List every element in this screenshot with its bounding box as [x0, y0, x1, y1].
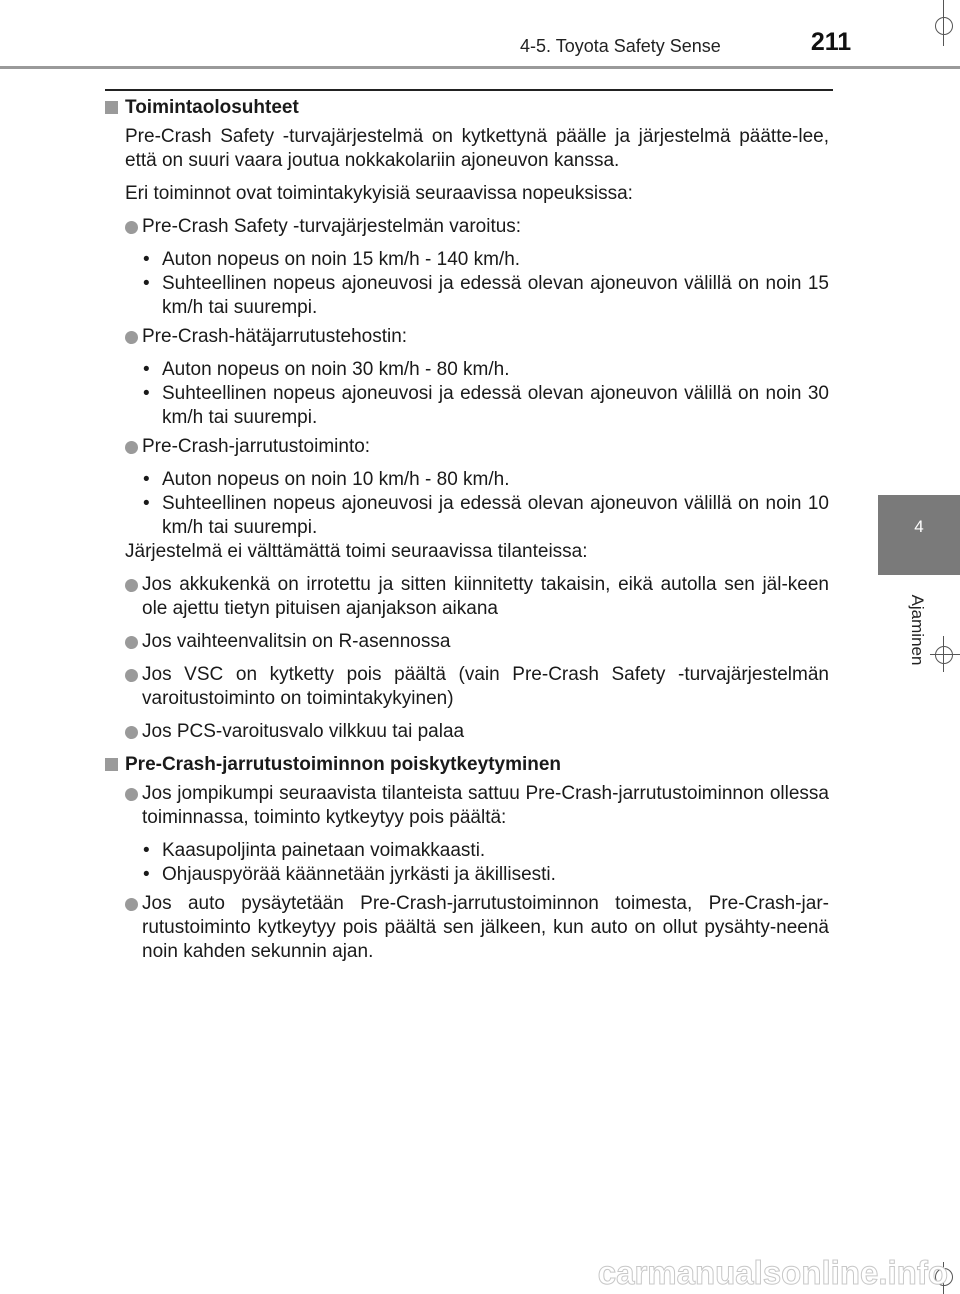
crop-mark-mid-right-circle — [935, 646, 953, 664]
round-bullet-icon — [125, 579, 138, 592]
list-item — [105, 720, 829, 744]
list-item-text: Jos auto pysäytetään Pre-Crash-jarrutustoiminnon toimesta, Pre-Crash-jar-rutustoiminto kytkeytyy pois päältä sen jälkeen, kun auto on ollut pysähty-neenä noin kahden sekunnin ajan. — [142, 893, 829, 962]
sub-list-item-text: Auton nopeus on noin 10 km/h - 80 km/h. — [162, 469, 510, 490]
list-item-text: Pre-Crash-jarrutustoiminto: — [142, 436, 371, 457]
sub-list-item-text: Suhteellinen nopeus ajoneuvosi ja edessä olevan ajoneuvon välillä on noin 15 km/h tai suurempi. — [162, 273, 829, 318]
sub-list-item — [105, 492, 829, 540]
list-item-text: Jos PCS-varoitusvalo vilkkuu tai palaa — [142, 721, 465, 742]
section-heading-text: Toimintaolosuhteet — [125, 97, 299, 118]
sub-list-item-text: Suhteellinen nopeus ajoneuvosi ja edessä olevan ajoneuvon välillä on noin 10 km/h tai suurempi. — [162, 493, 829, 538]
paragraph: Pre-Crash Safety -turvajärjestelmä on kytkettynä päälle ja järjestelmä päätte-lee, että on suuri vaara joutua nokkakolariin ajoneuvon kanssa. — [125, 126, 829, 171]
list-item — [105, 892, 829, 964]
round-bullet-icon — [125, 636, 138, 649]
round-bullet-icon — [125, 331, 138, 344]
sub-list-item — [105, 272, 829, 320]
sub-list-item — [105, 382, 829, 430]
section-heading-text: Pre-Crash-jarrutustoiminnon poiskytkeytyminen — [125, 754, 562, 775]
round-bullet-icon — [125, 669, 138, 682]
dot-marker-icon: • — [143, 469, 150, 490]
page-content — [105, 96, 829, 964]
section-heading — [105, 753, 829, 777]
crop-mark-top-right-circle — [935, 17, 953, 35]
chapter-title: Ajaminen — [908, 594, 927, 666]
round-bullet-icon — [125, 726, 138, 739]
dot-marker-icon: • — [143, 359, 150, 380]
sub-list-item — [105, 358, 829, 382]
list-item — [105, 215, 829, 239]
sub-list-item-text: Auton nopeus on noin 30 km/h - 80 km/h. — [162, 359, 510, 380]
sub-list-item-text: Ohjauspyörää käännetään jyrkästi ja äkillisesti. — [162, 864, 556, 885]
list-item-text: Jos akkukenkä on irrotettu ja sitten kiinnitetty takaisin, eikä autolla sen jäl-keen ole ajettu tietyn pituisen ajanjakson aikana — [142, 574, 829, 619]
paragraph: Järjestelmä ei välttämättä toimi seuraavissa tilanteissa: — [125, 541, 588, 562]
dot-marker-icon: • — [143, 249, 150, 270]
list-item-text: Pre-Crash Safety -turvajärjestelmän varoitus: — [142, 216, 522, 237]
list-item-text: Jos VSC on kytketty pois päältä (vain Pre-Crash Safety -turvajärjestelmän varoitustoiminto on toimintakykyinen) — [142, 664, 829, 709]
round-bullet-icon — [125, 221, 138, 234]
list-item — [105, 782, 829, 830]
round-bullet-icon — [125, 898, 138, 911]
dot-marker-icon: • — [143, 383, 150, 404]
round-bullet-icon — [125, 441, 138, 454]
list-item-text: Pre-Crash-hätäjarrutustehostin: — [142, 326, 408, 347]
list-item — [105, 663, 829, 711]
sub-list-item — [105, 248, 829, 272]
sub-list-item — [105, 468, 829, 492]
page-number: 211 — [810, 28, 852, 56]
paragraph: Eri toiminnot ovat toimintakykyisiä seuraavissa nopeuksissa: — [125, 183, 633, 204]
sub-list-item — [105, 839, 829, 863]
dot-marker-icon: • — [143, 840, 150, 861]
list-item-text: Jos vaihteenvalitsin on R-asennossa — [142, 631, 451, 652]
content-top-rule — [105, 89, 833, 91]
watermark — [530, 1254, 950, 1294]
list-item — [105, 630, 829, 654]
dot-marker-icon: • — [143, 493, 150, 514]
sub-list-item-text: Suhteellinen nopeus ajoneuvosi ja edessä olevan ajoneuvon välillä on noin 30 km/h tai suurempi. — [162, 383, 829, 428]
chapter-number: 4 — [914, 517, 924, 536]
list-item-text: Jos jompikumpi seuraavista tilanteista sattuu Pre-Crash-jarrutustoiminnon ollessa toiminnassa, toiminto kytkeytyy pois päältä: — [142, 783, 829, 828]
dot-marker-icon: • — [143, 273, 150, 294]
running-header-section: 4-5. Toyota Safety Sense — [520, 36, 721, 56]
round-bullet-icon — [125, 788, 138, 801]
section-heading — [105, 96, 829, 120]
list-item — [105, 325, 829, 349]
square-bullet-icon — [105, 758, 118, 771]
sub-list-item-text: Auton nopeus on noin 15 km/h - 140 km/h. — [162, 249, 521, 270]
sub-list-item-text: Kaasupoljinta painetaan voimakkaasti. — [162, 840, 486, 861]
sub-list-item — [105, 863, 829, 887]
square-bullet-icon — [105, 101, 118, 114]
header-rule — [0, 66, 960, 69]
chapter-tab — [878, 495, 960, 575]
list-item — [105, 573, 829, 621]
list-item — [105, 435, 829, 459]
dot-marker-icon: • — [143, 864, 150, 885]
watermark-text: carmanualsonline.info — [597, 1254, 948, 1291]
